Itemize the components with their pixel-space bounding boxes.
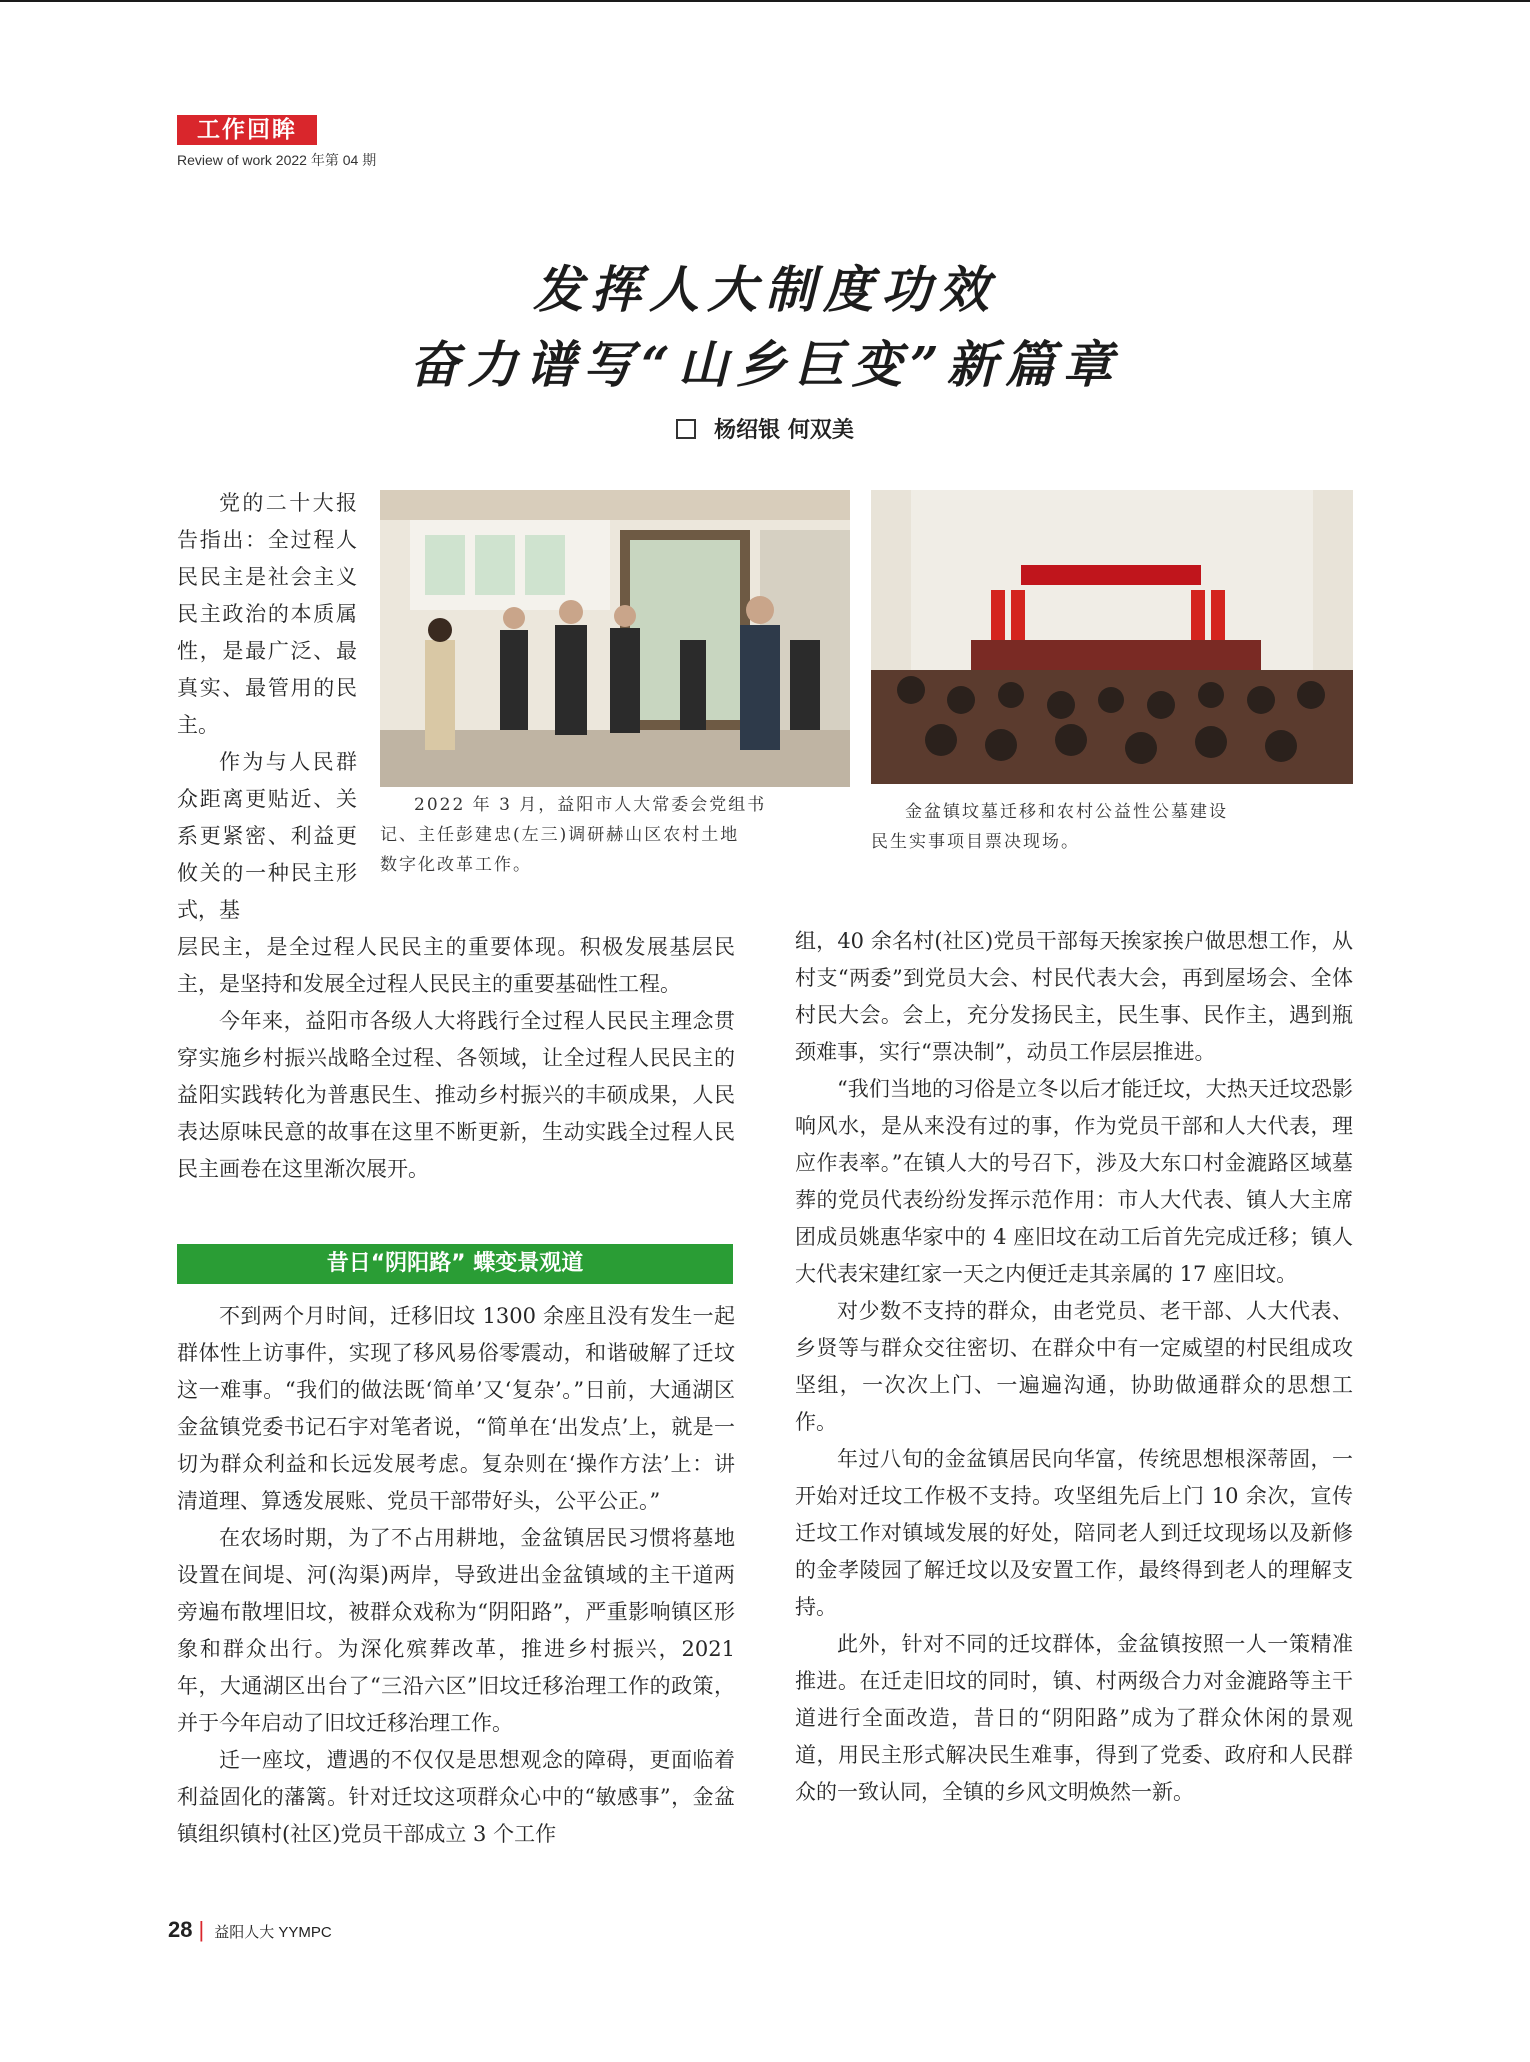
paragraph: “我们当地的习俗是立冬以后才能迁坟，大热天迁坟恐影响风水，是从来没有过的事，作为党员干部和人大代表，理应作表率。”在镇人大的号召下，涉及大东口村金漉路区域墓葬的党员代表纷纷发挥示范作用：市人大代表、镇人大主席团成员姚惠华家中的 4 座旧坟在动工后首先完成迁移；镇人大代表宋建红家一天之内便迁走其亲属的 17 座旧坟。 <box>795 1077 1353 1286</box>
authors: 杨绍银 何双美 <box>714 418 854 443</box>
paragraph: 年过八旬的金盆镇居民向华富，传统思想根深蒂固，一开始对迁坟工作极不支持。攻坚组先后上门 10 余次，宣传迁坟工作对镇域发展的好处，陪同老人到迁坟现场以及新修的金孝陵园了解迁坟以及安置工作，最终得到老人的理解支持。 <box>795 1447 1353 1619</box>
top-rule <box>0 0 1530 2</box>
photo-caption-1 <box>380 790 850 880</box>
magazine-name: 益阳人大 YYMPC <box>214 1924 332 1941</box>
photo-caption-2 <box>871 797 1353 857</box>
section-subheading: 昔日“阴阳路” 蝶变景观道 <box>177 1244 733 1284</box>
caption-line: 金盆镇坟墓迁移和农村公益性公墓建设 <box>905 802 1228 822</box>
paragraph: 不到两个月时间，迁移旧坟 1300 余座且没有发生一起群体性上访事件，实现了移风易俗零震动，和谐破解了迁坟这一难事。“我们的做法既‘简单’又‘复杂’。”日前，大通湖区金盆镇党委书记石宇对笔者说，“简单在‘出发点’上，就是一切为群众利益和长远发展考虑。复杂则在‘操作方法’上：讲清道理、算透发展账、党员干部带好头，公平公正。” <box>177 1304 735 1513</box>
article-title-line1: 发挥人大制度功效 <box>533 260 997 319</box>
caption-line: 2022 年 3 月，益阳市人大常委会党组书 <box>414 795 767 815</box>
article-title-line2: 奋力谱写“山乡巨变”新篇章 <box>409 335 1121 394</box>
narrow-column <box>177 485 357 929</box>
left-column-lower <box>177 1298 735 1853</box>
section-tag: 工作回眸 <box>177 115 317 145</box>
paragraph: 今年来，益阳市各级人大将践行全过程人民民主理念贯穿实施乡村振兴战略全过程、各领域，让全过程人民民主的益阳实践转化为普惠民生、推动乡村振兴的丰硕成果，人民表达原味民意的故事在这里不断更新，生动实践全过程人民民主画卷在这里渐次展开。 <box>177 1009 735 1181</box>
page-footer <box>168 1917 332 1943</box>
paragraph: 此外，针对不同的迁坟群体，金盆镇按照一人一策精准推进。在迁走旧坟的同时，镇、村两级合力对金漉路等主干道进行全面改造，昔日的“阴阳路”成为了群众休闲的景观道，用民主形式解决民生难事，得到了党委、政府和人民群众的一致认同，全镇的乡风文明焕然一新。 <box>795 1632 1353 1804</box>
left-column <box>177 929 735 1188</box>
photo-voting-meeting <box>871 490 1353 784</box>
paragraph: 层民主，是全过程人民民主的重要体现。积极发展基层民主，是坚持和发展全过程人民民主的重要基础性工程。 <box>177 935 735 996</box>
photo-investigation <box>380 490 850 787</box>
issue-label: Review of work 2022 年第 04 期 <box>177 152 377 168</box>
square-icon <box>676 419 696 439</box>
caption-line: 数字化改革工作。 <box>380 855 532 875</box>
caption-line: 民生实事项目票决现场。 <box>871 832 1080 852</box>
paragraph: 对少数不支持的群众，由老党员、老干部、人大代表、乡贤等与群众交往密切、在群众中有一定威望的村民组成攻坚组，一次次上门、一遍遍沟通，协助做通群众的思想工作。 <box>795 1299 1353 1434</box>
caption-line: 记、主任彭建忠(左三)调研赫山区农村土地 <box>380 825 740 845</box>
paragraph: 迁一座坟，遭遇的不仅仅是思想观念的障碍，更面临着利益固化的藩篱。针对迁坟这项群众心中的“敏感事”，金盆镇组织镇村(社区)党员干部成立 3 个工作 <box>177 1748 735 1846</box>
paragraph: 党的二十大报告指出：全过程人民民主是社会主义民主政治的本质属性，是最广泛、最真实、最管用的民主。 <box>177 491 357 737</box>
right-column <box>795 923 1353 1811</box>
byline <box>0 413 1530 444</box>
paragraph: 作为与人民群众距离更贴近、关系更紧密、利益更攸关的一种民主形式，基 <box>177 750 357 922</box>
paragraph: 组，40 余名村(社区)党员干部每天挨家挨户做思想工作，从村支“两委”到党员大会、村民代表大会，再到屋场会、全体村民大会。会上，充分发扬民主，民生事、民作主，遇到瓶颈难事，实行“票决制”，动员工作层层推进。 <box>795 929 1353 1064</box>
divider: | <box>198 1917 205 1942</box>
page-number: 28 <box>168 1917 193 1942</box>
paragraph: 在农场时期，为了不占用耕地，金盆镇居民习惯将墓地设置在间堤、河(沟渠)两岸，导致进出金盆镇域的主干道两旁遍布散埋旧坟，被群众戏称为“阴阳路”，严重影响镇区形象和群众出行。为深化殡葬改革，推进乡村振兴，2021 年，大通湖区出台了“三沿六区”旧坟迁移治理工作的政策，并于今年启动了旧坟迁移治理工作。 <box>177 1526 735 1735</box>
